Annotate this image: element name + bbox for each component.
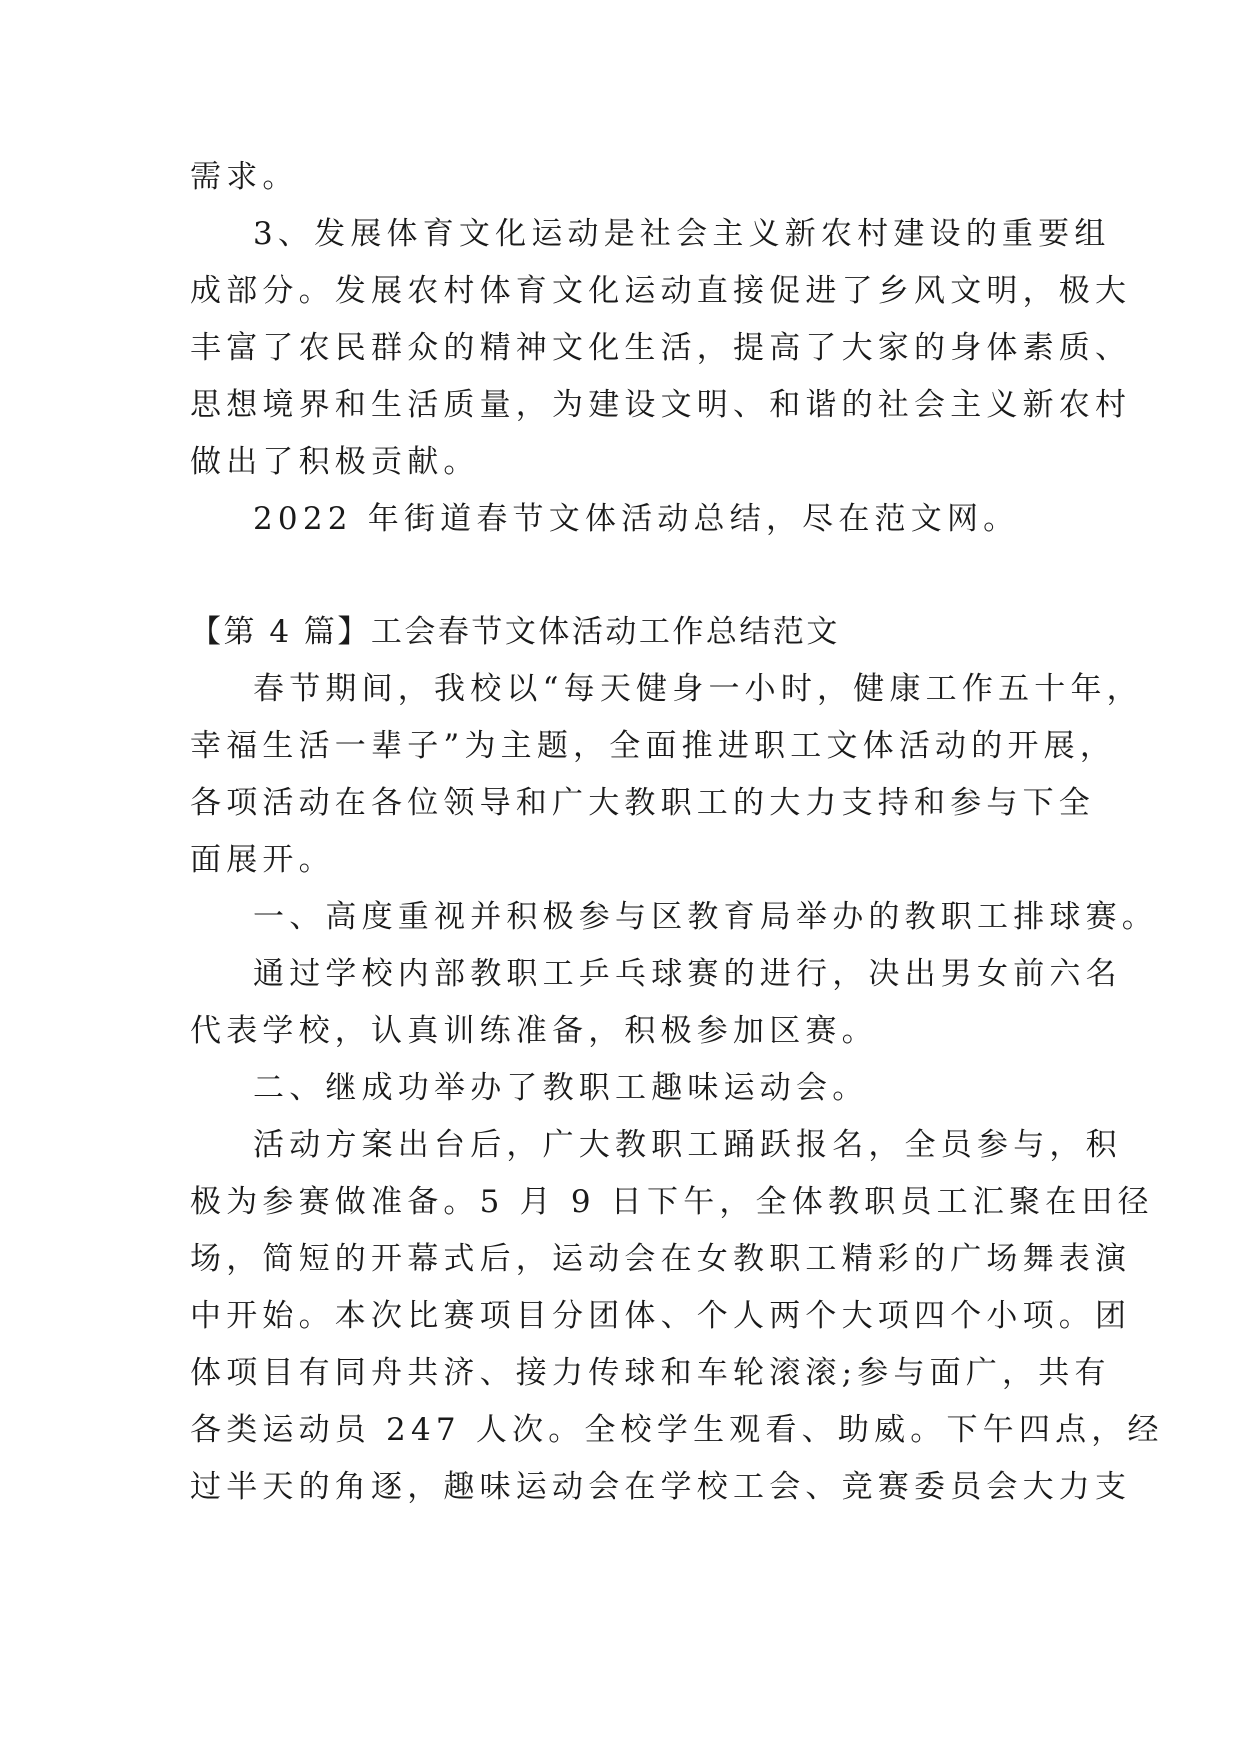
text-line: 代表学校，认真训练准备，积极参加区赛。 bbox=[190, 1013, 878, 1049]
section-heading: 【第 4 篇】工会春节文体活动工作总结范文 bbox=[190, 614, 840, 650]
text-line: 2022 年街道春节文体活动总结，尽在范文网。 bbox=[253, 501, 1020, 537]
text-line: 春节期间，我校以“每天健身一小时，健康工作五十年， bbox=[253, 671, 1143, 707]
text-line: 各项活动在各位领导和广大教职工的大力支持和参与下全 bbox=[190, 785, 1095, 821]
text-line: 丰富了农民群众的精神文化生活，提高了大家的身体素质、 bbox=[190, 330, 1132, 366]
text-line: 成部分。发展农村体育文化运动直接促进了乡风文明，极大 bbox=[190, 273, 1132, 309]
text-line: 活动方案出台后，广大教职工踊跃报名，全员参与，积 bbox=[253, 1127, 1122, 1163]
text-line: 场，简短的开幕式后，运动会在女教职工精彩的广场舞表演 bbox=[190, 1241, 1132, 1277]
text-line: 各类运动员 247 人次。全校学生观看、助威。下午四点，经 bbox=[190, 1412, 1164, 1448]
text-line: 思想境界和生活质量，为建设文明、和谐的社会主义新农村 bbox=[190, 387, 1132, 423]
text-line: 幸福生活一辈子”为主题，全面推进职工文体活动的开展， bbox=[190, 728, 1117, 764]
text-line: 3、发展体育文化运动是社会主义新农村建设的重要组 bbox=[253, 216, 1111, 252]
text-line: 通过学校内部教职工乒乓球赛的进行，决出男女前六名 bbox=[253, 956, 1122, 992]
text-line: 过半天的角逐，趣味运动会在学校工会、竞赛委员会大力支 bbox=[190, 1469, 1132, 1505]
text-line: 二、继成功举办了教职工趣味运动会。 bbox=[253, 1070, 869, 1106]
text-line: 极为参赛做准备。5 月 9 日下午，全体教职员工汇聚在田径 bbox=[190, 1184, 1154, 1220]
text-line: 体项目有同舟共济、接力传球和车轮滚滚;参与面广，共有 bbox=[190, 1355, 1111, 1391]
text-line: 一、高度重视并积极参与区教育局举办的教职工排球赛。 bbox=[253, 899, 1158, 935]
text-line: 中开始。本次比赛项目分团体、个人两个大项四个小项。团 bbox=[190, 1298, 1132, 1334]
text-line: 做出了积极贡献。 bbox=[190, 444, 480, 480]
text-line: 需求。 bbox=[190, 159, 299, 195]
text-line: 面展开。 bbox=[190, 842, 335, 878]
